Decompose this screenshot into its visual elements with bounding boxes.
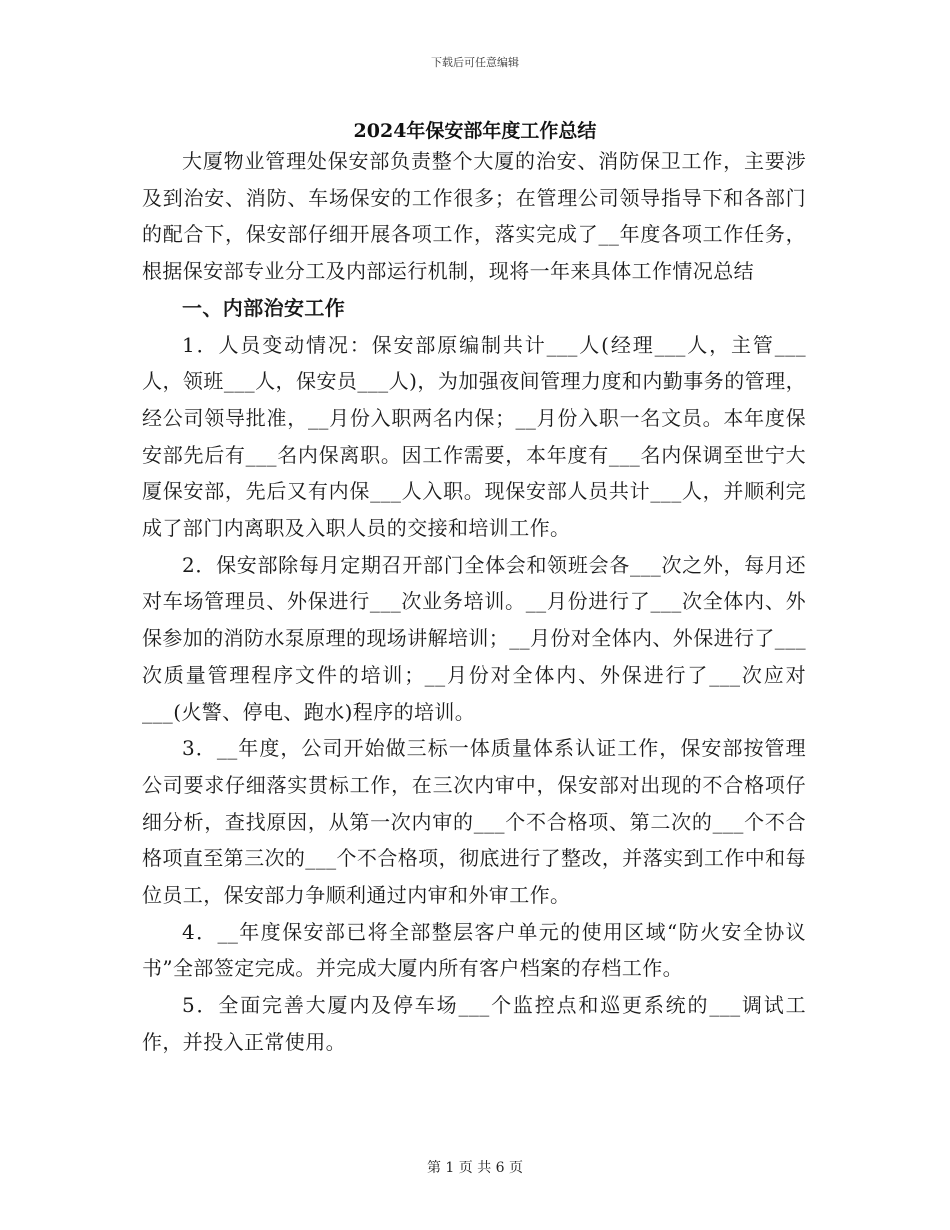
header-note: 下载后可任意编辑 — [431, 56, 519, 69]
list-item: 1．人员变动情况：保安部原编制共计___人(经理___人，主管___人，领班___人，保安员___人)，为加强夜间管理力度和内勤事务的管理，经公司领导批准，__月份入职两名内保；__月份入职一名文员。本年度保安部先后有___名内保离职。因工作需要，本年度有___名内保调至世宁大厦保安部，先后又有内保___人入职。现保安部人员共计___人，并顺利完成了部门内离职及入职人员的交接和培训工作。 — [142, 332, 806, 541]
document-title: 2024年保安部年度工作总结 — [353, 120, 597, 142]
section-heading: 一、内部治安工作 — [182, 295, 346, 320]
list-item: 5．全面完善大厦内及停车场___个监控点和巡更系统的___调试工作，并投入正常使用。 — [142, 993, 806, 1054]
list-item: 2．保安部除每月定期召开部门全体会和领班会各___次之外，每月还对车场管理员、外保进行___次业务培训。__月份进行了___次全体内、外保参加的消防水泵原理的现场讲解培训；__月份对全体内、外保进行了___次质量管理程序文件的培训；__月份对全体内、外保进行了___次应对___(火警、停电、跑水)程序的培训。 — [142, 552, 806, 724]
list-item: 4．__年度保安部已将全部整层客户单元的使用区域“防火安全协议书”全部签定完成。并完成大厦内所有客户档案的存档工作。 — [142, 919, 806, 981]
page-footer: 第 1 页 共 6 页 — [426, 1160, 524, 1176]
document-body — [142, 143, 806, 1061]
list-item: 3．__年度，公司开始做三标一体质量体系认证工作，保安部按管理公司要求仔细落实贯标工作，在三次内审中，保安部对出现的不合格项仔细分析，查找原因，从第一次内审的___个不合格项、第二次的___个不合格项直至第三次的___个不合格项，彻底进行了整改，并落实到工作中和每位员工，保安部力争顺利通过内审和外审工作。 — [142, 736, 806, 908]
intro-paragraph: 大厦物业管理处保安部负责整个大厦的治安、消防保卫工作，主要涉及到治安、消防、车场保安的工作很多；在管理公司领导指导下和各部门的配合下，保安部仔细开展各项工作，落实完成了__年度各项工作任务，根据保安部专业分工及内部运行机制，现将一年来具体工作情况总结 — [142, 149, 806, 284]
